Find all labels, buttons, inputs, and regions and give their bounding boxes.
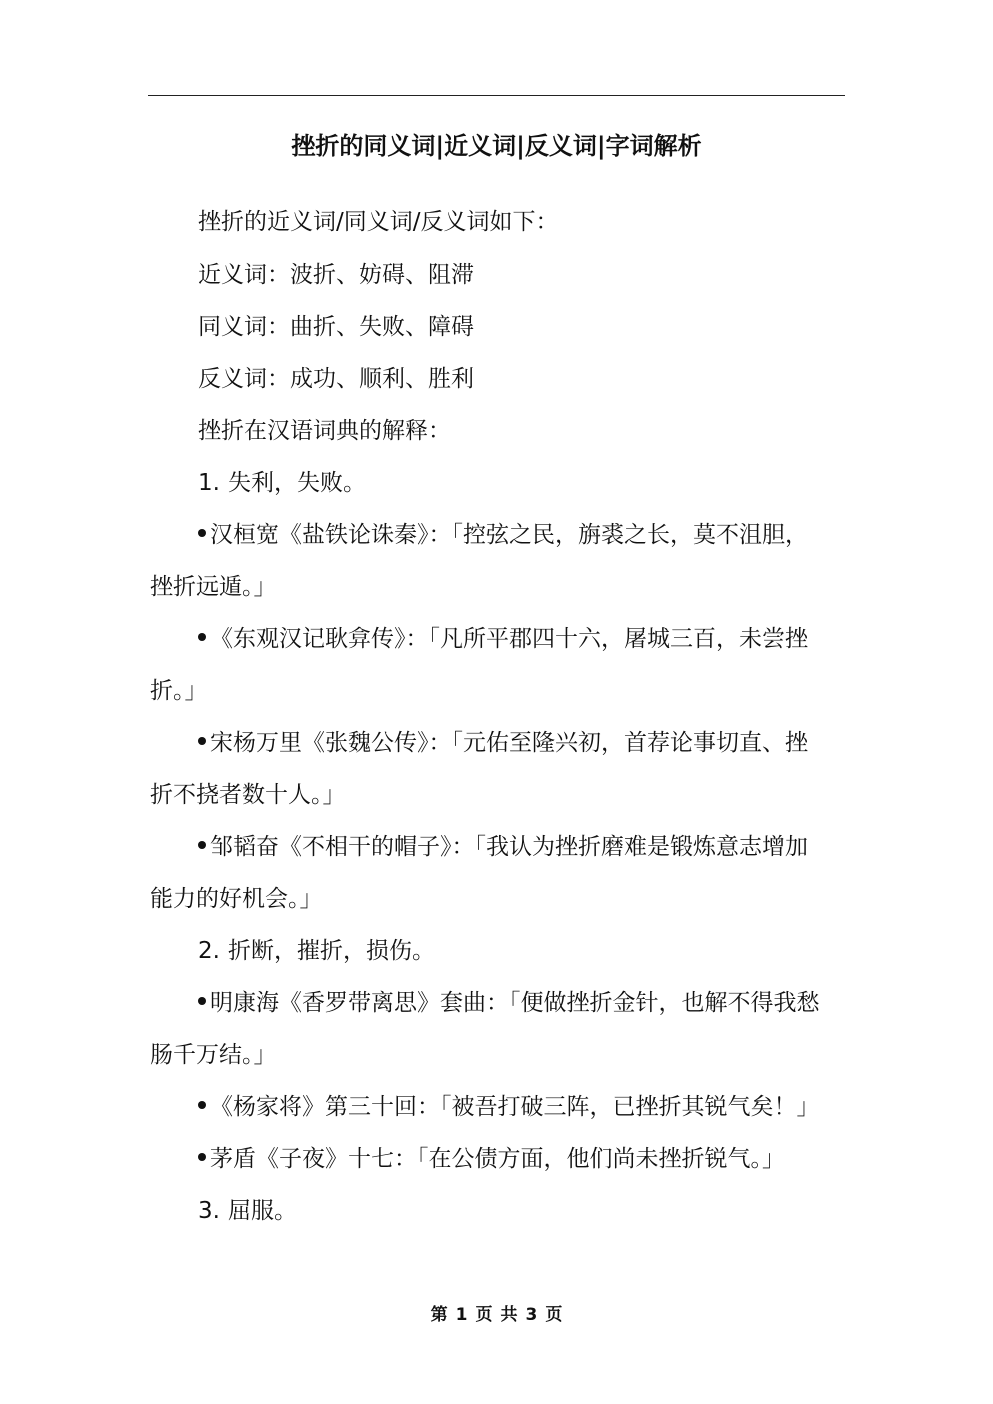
footer-label: 第 [430,1305,448,1325]
bullet-icon [198,633,206,641]
example-text: 宋杨万里《张魏公传》：「元佑至隆兴初，首荐论事切直、挫 [210,730,808,756]
sense-number: 1. [198,470,220,496]
footer-label: 页 [475,1305,493,1325]
example-line [198,830,808,864]
sense-number: 3. [198,1198,220,1224]
bullet-icon [198,737,206,745]
sense-2 [198,934,435,968]
sense-1 [198,466,366,500]
footer-label: 共 [500,1305,518,1325]
example-continuation: 折。」 [150,678,208,704]
example-text: 《杨家将》第三十回：「被吾打破三阵，已挫折其锐气矣！」 [210,1094,820,1120]
tongyi-line: 同义词：曲折、失败、障碍 [198,314,474,340]
example-line [198,518,808,552]
example-continuation: 能力的好机会。」 [150,886,323,912]
intro-text: 挫折的近义词/同义词/反义词如下： [198,209,559,235]
example-text: 《东观汉记耿弇传》：「凡所平郡四十六，屠城三百，未尝挫 [210,626,808,652]
header-rule [148,95,845,96]
total-page-number: 3 [525,1305,538,1325]
example-line [198,1142,785,1176]
bullet-icon [198,1153,206,1161]
page-footer [0,1300,993,1325]
example-text: 邹韬奋《不相干的帽子》：「我认为挫折磨难是锻炼意志增加 [210,834,808,860]
document-title: 挫折的同义词|近义词|反义词|字词解析 [291,132,702,160]
sense-number: 2. [198,938,220,964]
example-continuation: 肠千万结。」 [150,1042,277,1068]
sense-text: 失利，失败。 [228,470,366,496]
example-continuation: 挫折远遁。」 [150,574,277,600]
dict-intro: 挫折在汉语词典的解释： [198,418,451,444]
example-text: 茅盾《子夜》十七：「在公债方面，他们尚未挫折锐气。」 [210,1146,785,1172]
bullet-icon [198,1101,206,1109]
example-line [198,726,808,760]
bullet-icon [198,997,206,1005]
example-line [198,986,820,1020]
example-line [198,1090,820,1124]
sense-3 [198,1194,297,1228]
sense-text: 折断，摧折，损伤。 [228,938,435,964]
sense-text: 屈服。 [228,1198,297,1224]
example-continuation: 折不挠者数十人。」 [150,782,346,808]
fanyi-line: 反义词：成功、顺利、胜利 [198,366,474,392]
current-page-number: 1 [455,1305,468,1325]
example-text: 汉桓宽《盐铁论诛秦》：「控弦之民，旃裘之长，莫不沮胆， [210,522,808,548]
jinyi-line: 近义词：波折、妨碍、阻滞 [198,262,474,288]
example-line [198,622,808,656]
bullet-icon [198,529,206,537]
footer-label: 页 [545,1305,563,1325]
bullet-icon [198,841,206,849]
example-text: 明康海《香罗带离思》套曲：「便做挫折金针，也解不得我愁 [210,990,820,1016]
